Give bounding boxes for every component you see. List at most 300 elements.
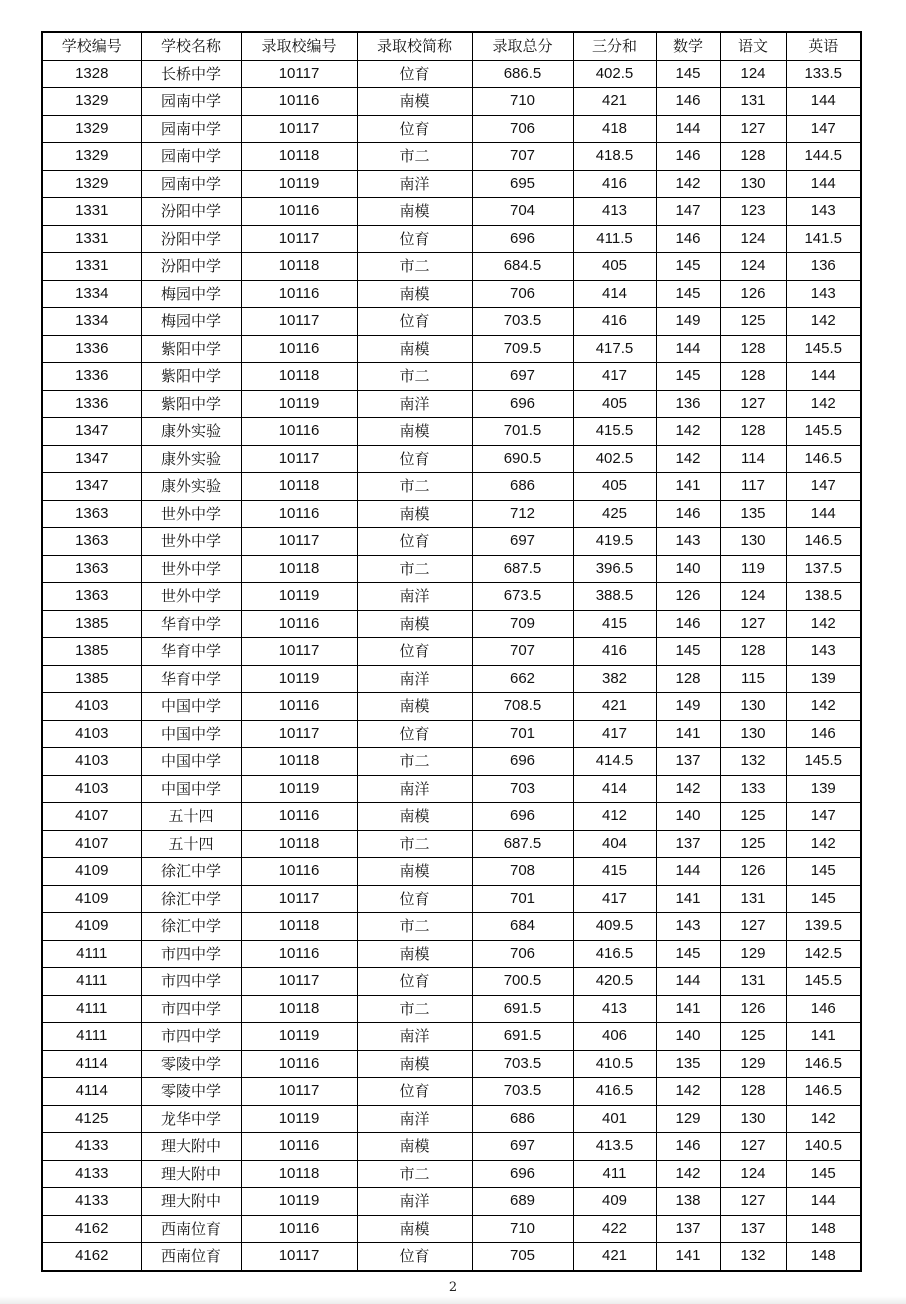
cell-col-chinese: 124	[720, 1160, 786, 1188]
header-row	[42, 32, 861, 60]
cell-col-school-name: 中国中学	[141, 720, 241, 748]
cell-col-admit-school-short: 市二	[357, 253, 472, 281]
cell-col-chinese: 124	[720, 225, 786, 253]
cell-col-total-score: 703.5	[472, 308, 573, 336]
cell-col-school-id: 4114	[42, 1050, 141, 1078]
table-row	[42, 583, 861, 611]
cell-col-admit-school-id: 10118	[241, 830, 357, 858]
table-row	[42, 885, 861, 913]
cell-col-three-sum: 417.5	[573, 335, 656, 363]
table-row	[42, 995, 861, 1023]
cell-col-school-name: 紫阳中学	[141, 335, 241, 363]
cell-col-total-score: 686	[472, 473, 573, 501]
cell-col-school-id: 1363	[42, 583, 141, 611]
cell-col-english: 136	[786, 253, 861, 281]
cell-col-admit-school-id: 10116	[241, 1215, 357, 1243]
cell-col-school-name: 市四中学	[141, 1023, 241, 1051]
cell-col-school-name: 汾阳中学	[141, 225, 241, 253]
table-row	[42, 1105, 861, 1133]
cell-col-admit-school-short: 南模	[357, 693, 472, 721]
cell-col-chinese: 128	[720, 638, 786, 666]
cell-col-admit-school-id: 10116	[241, 88, 357, 116]
cell-col-three-sum: 417	[573, 885, 656, 913]
header-col-admit-school-short: 录取校简称	[357, 32, 472, 60]
cell-col-chinese: 128	[720, 363, 786, 391]
cell-col-chinese: 126	[720, 995, 786, 1023]
cell-col-school-id: 1336	[42, 390, 141, 418]
cell-col-school-id: 4109	[42, 885, 141, 913]
cell-col-school-name: 园南中学	[141, 115, 241, 143]
cell-col-admit-school-id: 10119	[241, 390, 357, 418]
cell-col-school-id: 1328	[42, 60, 141, 88]
cell-col-school-name: 紫阳中学	[141, 363, 241, 391]
cell-col-school-name: 五十四	[141, 803, 241, 831]
cell-col-total-score: 709.5	[472, 335, 573, 363]
cell-col-total-score: 703.5	[472, 1078, 573, 1106]
cell-col-school-name: 理大附中	[141, 1160, 241, 1188]
cell-col-chinese: 127	[720, 1133, 786, 1161]
cell-col-total-score: 708	[472, 858, 573, 886]
cell-col-admit-school-short: 南模	[357, 1215, 472, 1243]
table-row	[42, 940, 861, 968]
cell-col-admit-school-id: 10119	[241, 170, 357, 198]
cell-col-english: 145	[786, 885, 861, 913]
cell-col-admit-school-id: 10116	[241, 1133, 357, 1161]
cell-col-english: 144	[786, 1188, 861, 1216]
cell-col-school-name: 理大附中	[141, 1133, 241, 1161]
cell-col-total-score: 691.5	[472, 995, 573, 1023]
cell-col-chinese: 124	[720, 583, 786, 611]
cell-col-admit-school-id: 10116	[241, 858, 357, 886]
admission-scores-table	[41, 31, 862, 1272]
cell-col-english: 144.5	[786, 143, 861, 171]
cell-col-three-sum: 415.5	[573, 418, 656, 446]
cell-col-admit-school-id: 10116	[241, 280, 357, 308]
cell-col-math: 142	[656, 1160, 720, 1188]
cell-col-school-name: 西南位育	[141, 1243, 241, 1271]
cell-col-three-sum: 417	[573, 720, 656, 748]
cell-col-school-id: 4103	[42, 693, 141, 721]
cell-col-english: 146.5	[786, 1078, 861, 1106]
cell-col-admit-school-short: 南洋	[357, 1023, 472, 1051]
cell-col-math: 135	[656, 1050, 720, 1078]
cell-col-chinese: 131	[720, 88, 786, 116]
cell-col-three-sum: 411.5	[573, 225, 656, 253]
cell-col-english: 148	[786, 1243, 861, 1271]
cell-col-school-id: 4103	[42, 720, 141, 748]
cell-col-total-score: 687.5	[472, 830, 573, 858]
header-col-three-sum: 三分和	[573, 32, 656, 60]
cell-col-school-id: 1385	[42, 638, 141, 666]
cell-col-admit-school-id: 10117	[241, 115, 357, 143]
cell-col-three-sum: 404	[573, 830, 656, 858]
cell-col-school-name: 园南中学	[141, 143, 241, 171]
cell-col-total-score: 706	[472, 280, 573, 308]
cell-col-school-name: 紫阳中学	[141, 390, 241, 418]
cell-col-chinese: 128	[720, 418, 786, 446]
cell-col-admit-school-short: 位育	[357, 1243, 472, 1271]
cell-col-school-name: 零陵中学	[141, 1050, 241, 1078]
cell-col-admit-school-short: 位育	[357, 720, 472, 748]
cell-col-admit-school-short: 南模	[357, 500, 472, 528]
cell-col-total-score: 710	[472, 1215, 573, 1243]
cell-col-math: 142	[656, 775, 720, 803]
table-row	[42, 1133, 861, 1161]
cell-col-admit-school-short: 南洋	[357, 170, 472, 198]
cell-col-admit-school-id: 10119	[241, 665, 357, 693]
cell-col-three-sum: 413.5	[573, 1133, 656, 1161]
cell-col-school-id: 1331	[42, 253, 141, 281]
cell-col-math: 140	[656, 1023, 720, 1051]
cell-col-math: 126	[656, 583, 720, 611]
cell-col-total-score: 703	[472, 775, 573, 803]
cell-col-total-score: 712	[472, 500, 573, 528]
cell-col-three-sum: 417	[573, 363, 656, 391]
cell-col-three-sum: 406	[573, 1023, 656, 1051]
table-row	[42, 418, 861, 446]
table-row	[42, 528, 861, 556]
cell-col-three-sum: 412	[573, 803, 656, 831]
table-row	[42, 693, 861, 721]
cell-col-chinese: 126	[720, 858, 786, 886]
cell-col-school-id: 1347	[42, 445, 141, 473]
cell-col-admit-school-id: 10119	[241, 1105, 357, 1133]
cell-col-english: 139	[786, 665, 861, 693]
cell-col-three-sum: 414	[573, 280, 656, 308]
cell-col-school-id: 1329	[42, 115, 141, 143]
cell-col-total-score: 704	[472, 198, 573, 226]
cell-col-admit-school-id: 10118	[241, 253, 357, 281]
cell-col-math: 137	[656, 748, 720, 776]
page-number: 2	[448, 1280, 458, 1295]
cell-col-math: 145	[656, 363, 720, 391]
cell-col-math: 143	[656, 913, 720, 941]
table-row	[42, 665, 861, 693]
cell-col-admit-school-short: 南模	[357, 1133, 472, 1161]
cell-col-admit-school-id: 10116	[241, 610, 357, 638]
cell-col-math: 146	[656, 500, 720, 528]
cell-col-chinese: 133	[720, 775, 786, 803]
cell-col-math: 144	[656, 115, 720, 143]
cell-col-three-sum: 402.5	[573, 445, 656, 473]
cell-col-total-score: 697	[472, 363, 573, 391]
cell-col-total-score: 701	[472, 720, 573, 748]
cell-col-school-name: 西南位育	[141, 1215, 241, 1243]
cell-col-english: 142	[786, 390, 861, 418]
cell-col-three-sum: 413	[573, 198, 656, 226]
cell-col-total-score: 701.5	[472, 418, 573, 446]
table-row	[42, 968, 861, 996]
cell-col-math: 149	[656, 693, 720, 721]
cell-col-school-name: 华育中学	[141, 665, 241, 693]
cell-col-school-name: 汾阳中学	[141, 253, 241, 281]
cell-col-math: 143	[656, 528, 720, 556]
cell-col-math: 144	[656, 858, 720, 886]
cell-col-admit-school-short: 位育	[357, 968, 472, 996]
table-header	[42, 32, 861, 60]
table-row	[42, 913, 861, 941]
cell-col-school-name: 康外实验	[141, 473, 241, 501]
cell-col-english: 146.5	[786, 1050, 861, 1078]
cell-col-chinese: 127	[720, 913, 786, 941]
cell-col-admit-school-id: 10116	[241, 418, 357, 446]
cell-col-school-id: 4107	[42, 803, 141, 831]
cell-col-math: 142	[656, 1078, 720, 1106]
cell-col-three-sum: 416.5	[573, 1078, 656, 1106]
table-row	[42, 143, 861, 171]
cell-col-admit-school-id: 10117	[241, 308, 357, 336]
cell-col-admit-school-id: 10117	[241, 445, 357, 473]
cell-col-total-score: 707	[472, 143, 573, 171]
cell-col-chinese: 125	[720, 1023, 786, 1051]
cell-col-total-score: 709	[472, 610, 573, 638]
cell-col-admit-school-short: 南洋	[357, 1188, 472, 1216]
cell-col-school-name: 中国中学	[141, 775, 241, 803]
cell-col-total-score: 700.5	[472, 968, 573, 996]
cell-col-school-name: 长桥中学	[141, 60, 241, 88]
cell-col-admit-school-short: 位育	[357, 528, 472, 556]
cell-col-admit-school-id: 10116	[241, 940, 357, 968]
cell-col-school-id: 1363	[42, 528, 141, 556]
cell-col-three-sum: 410.5	[573, 1050, 656, 1078]
table-body	[42, 60, 861, 1271]
cell-col-admit-school-short: 位育	[357, 445, 472, 473]
cell-col-school-name: 徐汇中学	[141, 885, 241, 913]
cell-col-three-sum: 422	[573, 1215, 656, 1243]
cell-col-math: 146	[656, 88, 720, 116]
cell-col-total-score: 706	[472, 115, 573, 143]
cell-col-chinese: 130	[720, 1105, 786, 1133]
cell-col-math: 140	[656, 555, 720, 583]
table-row	[42, 858, 861, 886]
cell-col-school-id: 4114	[42, 1078, 141, 1106]
cell-col-math: 141	[656, 1243, 720, 1271]
cell-col-admit-school-short: 位育	[357, 115, 472, 143]
table-row	[42, 1243, 861, 1271]
header-col-chinese: 语文	[720, 32, 786, 60]
cell-col-math: 141	[656, 995, 720, 1023]
cell-col-math: 137	[656, 830, 720, 858]
cell-col-chinese: 130	[720, 720, 786, 748]
table-row	[42, 280, 861, 308]
cell-col-chinese: 119	[720, 555, 786, 583]
cell-col-admit-school-id: 10119	[241, 775, 357, 803]
cell-col-admit-school-id: 10119	[241, 1188, 357, 1216]
cell-col-admit-school-short: 南洋	[357, 775, 472, 803]
cell-col-school-id: 4103	[42, 748, 141, 776]
cell-col-school-id: 1385	[42, 665, 141, 693]
cell-col-admit-school-short: 市二	[357, 748, 472, 776]
cell-col-school-name: 零陵中学	[141, 1078, 241, 1106]
cell-col-total-score: 705	[472, 1243, 573, 1271]
cell-col-math: 145	[656, 940, 720, 968]
cell-col-total-score: 695	[472, 170, 573, 198]
cell-col-school-id: 4103	[42, 775, 141, 803]
header-col-total-score: 录取总分	[472, 32, 573, 60]
cell-col-school-id: 4111	[42, 1023, 141, 1051]
cell-col-school-id: 1363	[42, 500, 141, 528]
cell-col-school-id: 4133	[42, 1188, 141, 1216]
cell-col-admit-school-short: 市二	[357, 1160, 472, 1188]
cell-col-three-sum: 411	[573, 1160, 656, 1188]
table-row	[42, 775, 861, 803]
cell-col-three-sum: 415	[573, 610, 656, 638]
cell-col-school-name: 世外中学	[141, 500, 241, 528]
cell-col-english: 145	[786, 858, 861, 886]
cell-col-school-name: 五十四	[141, 830, 241, 858]
cell-col-math: 142	[656, 445, 720, 473]
cell-col-school-id: 4133	[42, 1133, 141, 1161]
cell-col-total-score: 701	[472, 885, 573, 913]
cell-col-english: 141	[786, 1023, 861, 1051]
cell-col-school-name: 世外中学	[141, 583, 241, 611]
cell-col-english: 142	[786, 308, 861, 336]
cell-col-total-score: 696	[472, 803, 573, 831]
table-row	[42, 1215, 861, 1243]
cell-col-school-name: 华育中学	[141, 610, 241, 638]
cell-col-admit-school-id: 10119	[241, 583, 357, 611]
cell-col-chinese: 125	[720, 308, 786, 336]
cell-col-admit-school-id: 10118	[241, 473, 357, 501]
cell-col-school-id: 1347	[42, 473, 141, 501]
cell-col-english: 140.5	[786, 1133, 861, 1161]
cell-col-total-score: 696	[472, 390, 573, 418]
cell-col-math: 146	[656, 1133, 720, 1161]
cell-col-math: 145	[656, 253, 720, 281]
cell-col-chinese: 114	[720, 445, 786, 473]
cell-col-chinese: 128	[720, 335, 786, 363]
cell-col-school-id: 4125	[42, 1105, 141, 1133]
table-row	[42, 748, 861, 776]
cell-col-three-sum: 421	[573, 693, 656, 721]
cell-col-three-sum: 388.5	[573, 583, 656, 611]
cell-col-three-sum: 421	[573, 1243, 656, 1271]
cell-col-admit-school-short: 位育	[357, 60, 472, 88]
table-row	[42, 1023, 861, 1051]
cell-col-math: 142	[656, 418, 720, 446]
cell-col-math: 141	[656, 885, 720, 913]
cell-col-chinese: 135	[720, 500, 786, 528]
cell-col-admit-school-short: 位育	[357, 225, 472, 253]
cell-col-chinese: 127	[720, 610, 786, 638]
cell-col-school-id: 1347	[42, 418, 141, 446]
cell-col-admit-school-short: 位育	[357, 308, 472, 336]
page-edge-shadow	[0, 1296, 906, 1304]
cell-col-math: 146	[656, 610, 720, 638]
table-row	[42, 638, 861, 666]
cell-col-chinese: 132	[720, 748, 786, 776]
cell-col-admit-school-short: 南模	[357, 940, 472, 968]
cell-col-admit-school-short: 市二	[357, 830, 472, 858]
cell-col-math: 140	[656, 803, 720, 831]
cell-col-admit-school-short: 位育	[357, 885, 472, 913]
cell-col-school-id: 1329	[42, 170, 141, 198]
cell-col-school-name: 汾阳中学	[141, 198, 241, 226]
cell-col-admit-school-short: 南模	[357, 1050, 472, 1078]
cell-col-three-sum: 401	[573, 1105, 656, 1133]
cell-col-admit-school-id: 10117	[241, 1078, 357, 1106]
cell-col-three-sum: 396.5	[573, 555, 656, 583]
cell-col-total-score: 707	[472, 638, 573, 666]
cell-col-admit-school-id: 10118	[241, 363, 357, 391]
cell-col-admit-school-short: 市二	[357, 555, 472, 583]
cell-col-admit-school-short: 位育	[357, 638, 472, 666]
table-row	[42, 1078, 861, 1106]
cell-col-school-id: 1363	[42, 555, 141, 583]
table-row	[42, 473, 861, 501]
cell-col-school-name: 梅园中学	[141, 308, 241, 336]
cell-col-chinese: 129	[720, 940, 786, 968]
cell-col-math: 137	[656, 1215, 720, 1243]
cell-col-admit-school-id: 10117	[241, 528, 357, 556]
cell-col-school-name: 华育中学	[141, 638, 241, 666]
cell-col-school-id: 4107	[42, 830, 141, 858]
cell-col-school-id: 1334	[42, 308, 141, 336]
cell-col-school-id: 1329	[42, 143, 141, 171]
cell-col-chinese: 125	[720, 830, 786, 858]
cell-col-english: 143	[786, 280, 861, 308]
cell-col-admit-school-short: 南模	[357, 198, 472, 226]
cell-col-school-id: 4109	[42, 858, 141, 886]
table-row	[42, 555, 861, 583]
cell-col-math: 145	[656, 638, 720, 666]
cell-col-three-sum: 421	[573, 88, 656, 116]
cell-col-three-sum: 416	[573, 308, 656, 336]
cell-col-admit-school-short: 市二	[357, 363, 472, 391]
header-col-admit-school-id: 录取校编号	[241, 32, 357, 60]
cell-col-admit-school-id: 10118	[241, 555, 357, 583]
cell-col-school-id: 1336	[42, 363, 141, 391]
cell-col-total-score: 696	[472, 1160, 573, 1188]
table-row	[42, 830, 861, 858]
cell-col-school-name: 市四中学	[141, 940, 241, 968]
header-col-math: 数学	[656, 32, 720, 60]
cell-col-chinese: 127	[720, 1188, 786, 1216]
cell-col-chinese: 132	[720, 1243, 786, 1271]
cell-col-english: 146.5	[786, 445, 861, 473]
cell-col-school-name: 梅园中学	[141, 280, 241, 308]
cell-col-total-score: 691.5	[472, 1023, 573, 1051]
cell-col-admit-school-id: 10118	[241, 748, 357, 776]
cell-col-total-score: 697	[472, 1133, 573, 1161]
cell-col-admit-school-id: 10118	[241, 1160, 357, 1188]
cell-col-three-sum: 418.5	[573, 143, 656, 171]
cell-col-english: 147	[786, 115, 861, 143]
cell-col-english: 144	[786, 170, 861, 198]
cell-col-school-name: 市四中学	[141, 968, 241, 996]
cell-col-math: 144	[656, 968, 720, 996]
table-row	[42, 803, 861, 831]
cell-col-total-score: 690.5	[472, 445, 573, 473]
cell-col-math: 129	[656, 1105, 720, 1133]
cell-col-total-score: 686	[472, 1105, 573, 1133]
header-col-english: 英语	[786, 32, 861, 60]
table-row	[42, 1050, 861, 1078]
cell-col-admit-school-short: 南洋	[357, 390, 472, 418]
cell-col-admit-school-id: 10116	[241, 1050, 357, 1078]
cell-col-admit-school-id: 10118	[241, 913, 357, 941]
cell-col-admit-school-id: 10117	[241, 1243, 357, 1271]
cell-col-admit-school-short: 市二	[357, 995, 472, 1023]
cell-col-three-sum: 414	[573, 775, 656, 803]
cell-col-three-sum: 413	[573, 995, 656, 1023]
cell-col-admit-school-id: 10117	[241, 60, 357, 88]
cell-col-admit-school-short: 南模	[357, 418, 472, 446]
cell-col-english: 137.5	[786, 555, 861, 583]
cell-col-school-id: 4133	[42, 1160, 141, 1188]
cell-col-chinese: 117	[720, 473, 786, 501]
cell-col-admit-school-short: 南模	[357, 610, 472, 638]
